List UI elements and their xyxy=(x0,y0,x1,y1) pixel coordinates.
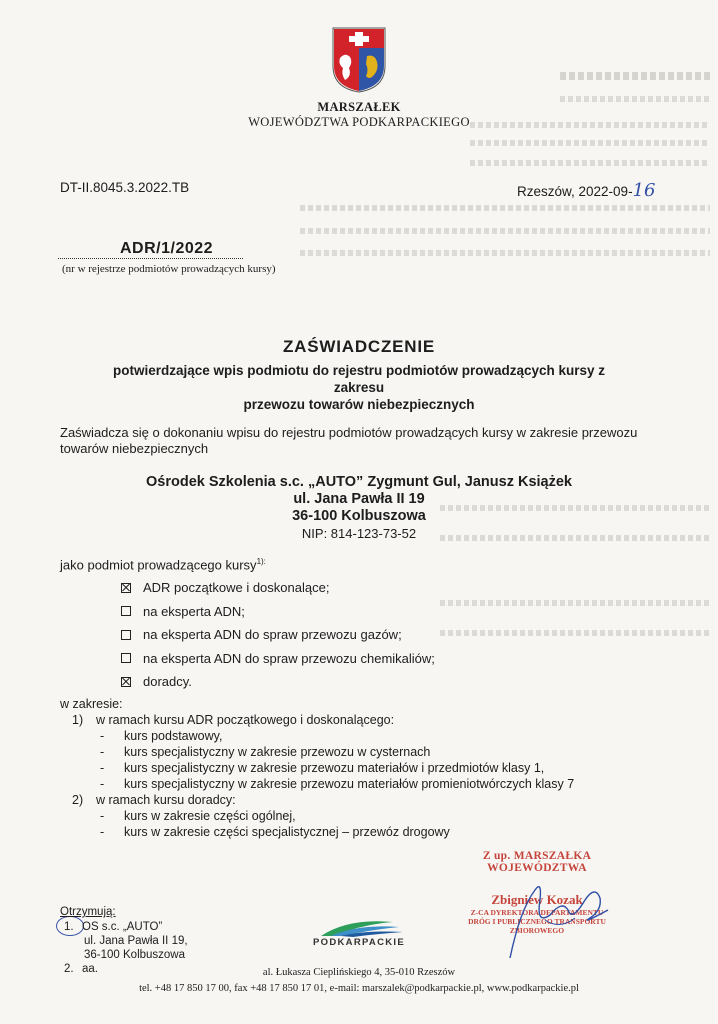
footnote-marker: 1): xyxy=(256,557,266,566)
scope-list xyxy=(72,712,574,840)
entity-street: ul. Jana Pawła II 19 xyxy=(293,491,425,507)
scope-item-number: 2) xyxy=(72,793,84,807)
recipient-number: 2. xyxy=(64,963,74,975)
option-adn-chemicals xyxy=(121,647,435,671)
checkbox-icon xyxy=(121,630,131,640)
reference-number: DT-II.8045.3.2022.TB xyxy=(60,180,190,195)
recipient-number: 1. xyxy=(64,921,74,933)
scope-item-number: 1) xyxy=(72,713,84,727)
checkbox-icon xyxy=(121,653,131,663)
office-line-2: WOJEWÓDZTWA PODKARPACKIEGO xyxy=(248,115,470,129)
dash-bullet: - xyxy=(100,745,105,759)
list-item xyxy=(72,824,574,840)
scope-item-title: w ramach kursu doradcy: xyxy=(96,793,236,807)
scope-item-2 xyxy=(72,792,574,808)
document-subtitle xyxy=(110,362,608,413)
recipients-label: Otrzymują: xyxy=(60,906,116,918)
stamp-name: Zbigniew Kozak xyxy=(491,892,583,907)
dash-bullet: - xyxy=(100,729,105,743)
scope-sub-text: kurs w zakresie części ogólnej, xyxy=(124,809,296,823)
list-item xyxy=(72,776,574,792)
stamp-role-1: Z-CA DYREKTORA DEPARTAMENTU xyxy=(470,908,604,917)
scope-sub-text: kurs specjalistyczny w zakresie przewozu w cysternach xyxy=(124,745,431,759)
dash-bullet: - xyxy=(100,809,105,823)
list-item xyxy=(72,760,574,776)
registry-underline xyxy=(58,258,243,259)
option-label: na eksperta ADN do spraw przewozu chemikaliów; xyxy=(143,650,435,666)
dash-bullet: - xyxy=(100,777,105,791)
recipient-1-street: ul. Jana Pawła II 19, xyxy=(84,935,188,947)
scope-sub-text: kurs podstawowy, xyxy=(124,729,223,743)
option-adn-gases xyxy=(121,623,435,647)
office-line-1: MARSZAŁEK xyxy=(317,100,401,114)
footer-contact: tel. +48 17 850 17 00, fax +48 17 850 17 01, e-mail: marszalek@podkarpackie.pl, www.podkarpackie.pl xyxy=(139,983,579,994)
entity-name: Ośrodek Szkolenia s.c. „AUTO” Zygmunt Gul, Janusz Książek xyxy=(146,474,572,490)
option-label: na eksperta ADN do spraw przewozu gazów; xyxy=(143,627,402,643)
coat-of-arms-icon xyxy=(331,26,387,94)
entity-block xyxy=(0,474,718,542)
checkbox-icon xyxy=(121,677,131,687)
option-label: ADR początkowe i doskonalące; xyxy=(143,580,330,596)
checkbox-icon xyxy=(121,583,131,593)
date-day-handwritten: 16 xyxy=(632,180,656,201)
registry-note: (nr w rejestrze podmiotów prowadzących kursy) xyxy=(62,263,276,275)
registry-number: ADR/1/2022 xyxy=(120,240,214,257)
checkbox-icon xyxy=(121,606,131,616)
subtitle-line-2: przewozu towarów niebezpiecznych xyxy=(243,397,475,412)
stamp-role-2: DRÓG I PUBLICZNEGO TRANSPORTU ZBIOROWEGO xyxy=(468,917,606,935)
date-prefix: Rzeszów, 2022-09- xyxy=(517,184,633,199)
provider-type-label xyxy=(60,557,266,572)
issuing-office xyxy=(200,100,518,130)
subtitle-line-1: potwierdzające wpis podmiotu do rejestru podmiotów prowadzących kursy z zakresu xyxy=(112,363,606,395)
option-advisor xyxy=(121,670,435,694)
statement-line-1: Zaświadcza się o dokonaniu wpisu do rejestru podmiotów prowadzących kursy w zakresie przewozu xyxy=(60,425,638,440)
stamp-authority: Z up. MARSZAŁKA WOJEWÓDZTWA xyxy=(482,850,592,874)
dash-bullet: - xyxy=(100,825,105,839)
document-title: ZAŚWIADCZENIE xyxy=(282,337,436,356)
statement-line-2: towarów niebezpiecznych xyxy=(60,441,209,456)
scope-item-title: w ramach kursu ADR początkowego i doskonalącego: xyxy=(96,713,395,727)
scope-sub-text: kurs w zakresie części specjalistycznej – przewóz drogowy xyxy=(124,825,450,839)
scope-label: w zakresie: xyxy=(60,697,123,711)
option-adn-expert xyxy=(121,600,435,624)
footer-address: al. Łukasza Cieplińskiego 4, 35-010 Rzeszów xyxy=(262,967,456,978)
logo-text: PODKARPACKIE xyxy=(313,937,405,948)
statement xyxy=(60,425,660,457)
list-item xyxy=(72,744,574,760)
scope-sub-text: kurs specjalistyczny w zakresie przewozu materiałów i przedmiotów klasy 1, xyxy=(124,761,545,775)
recipient-1-city: 36-100 Kolbuszowa xyxy=(84,949,186,961)
signature-icon xyxy=(490,870,630,960)
option-label: doradcy. xyxy=(143,674,192,690)
issue-date xyxy=(517,180,655,201)
scope-sub-text: kurs specjalistyczny w zakresie przewozu materiałów promieniotwórczych klasy 7 xyxy=(124,777,575,791)
recipient-1 xyxy=(64,920,188,934)
footer xyxy=(0,965,718,997)
provider-type-options xyxy=(121,576,435,694)
recipient-name: OS s.c. „AUTO” xyxy=(82,921,163,933)
list-item xyxy=(72,808,574,824)
dash-bullet: - xyxy=(100,761,105,775)
option-label: na eksperta ADN; xyxy=(143,603,245,619)
scope-item-1 xyxy=(72,712,574,728)
entity-city: 36-100 Kolbuszowa xyxy=(292,508,426,524)
entity-nip: NIP: 814-123-73-52 xyxy=(301,526,417,541)
option-adr xyxy=(121,576,435,600)
provider-type-text: jako podmiot prowadzącego kursy xyxy=(60,557,257,573)
list-item xyxy=(72,728,574,744)
recipient-name: aa. xyxy=(82,963,98,975)
